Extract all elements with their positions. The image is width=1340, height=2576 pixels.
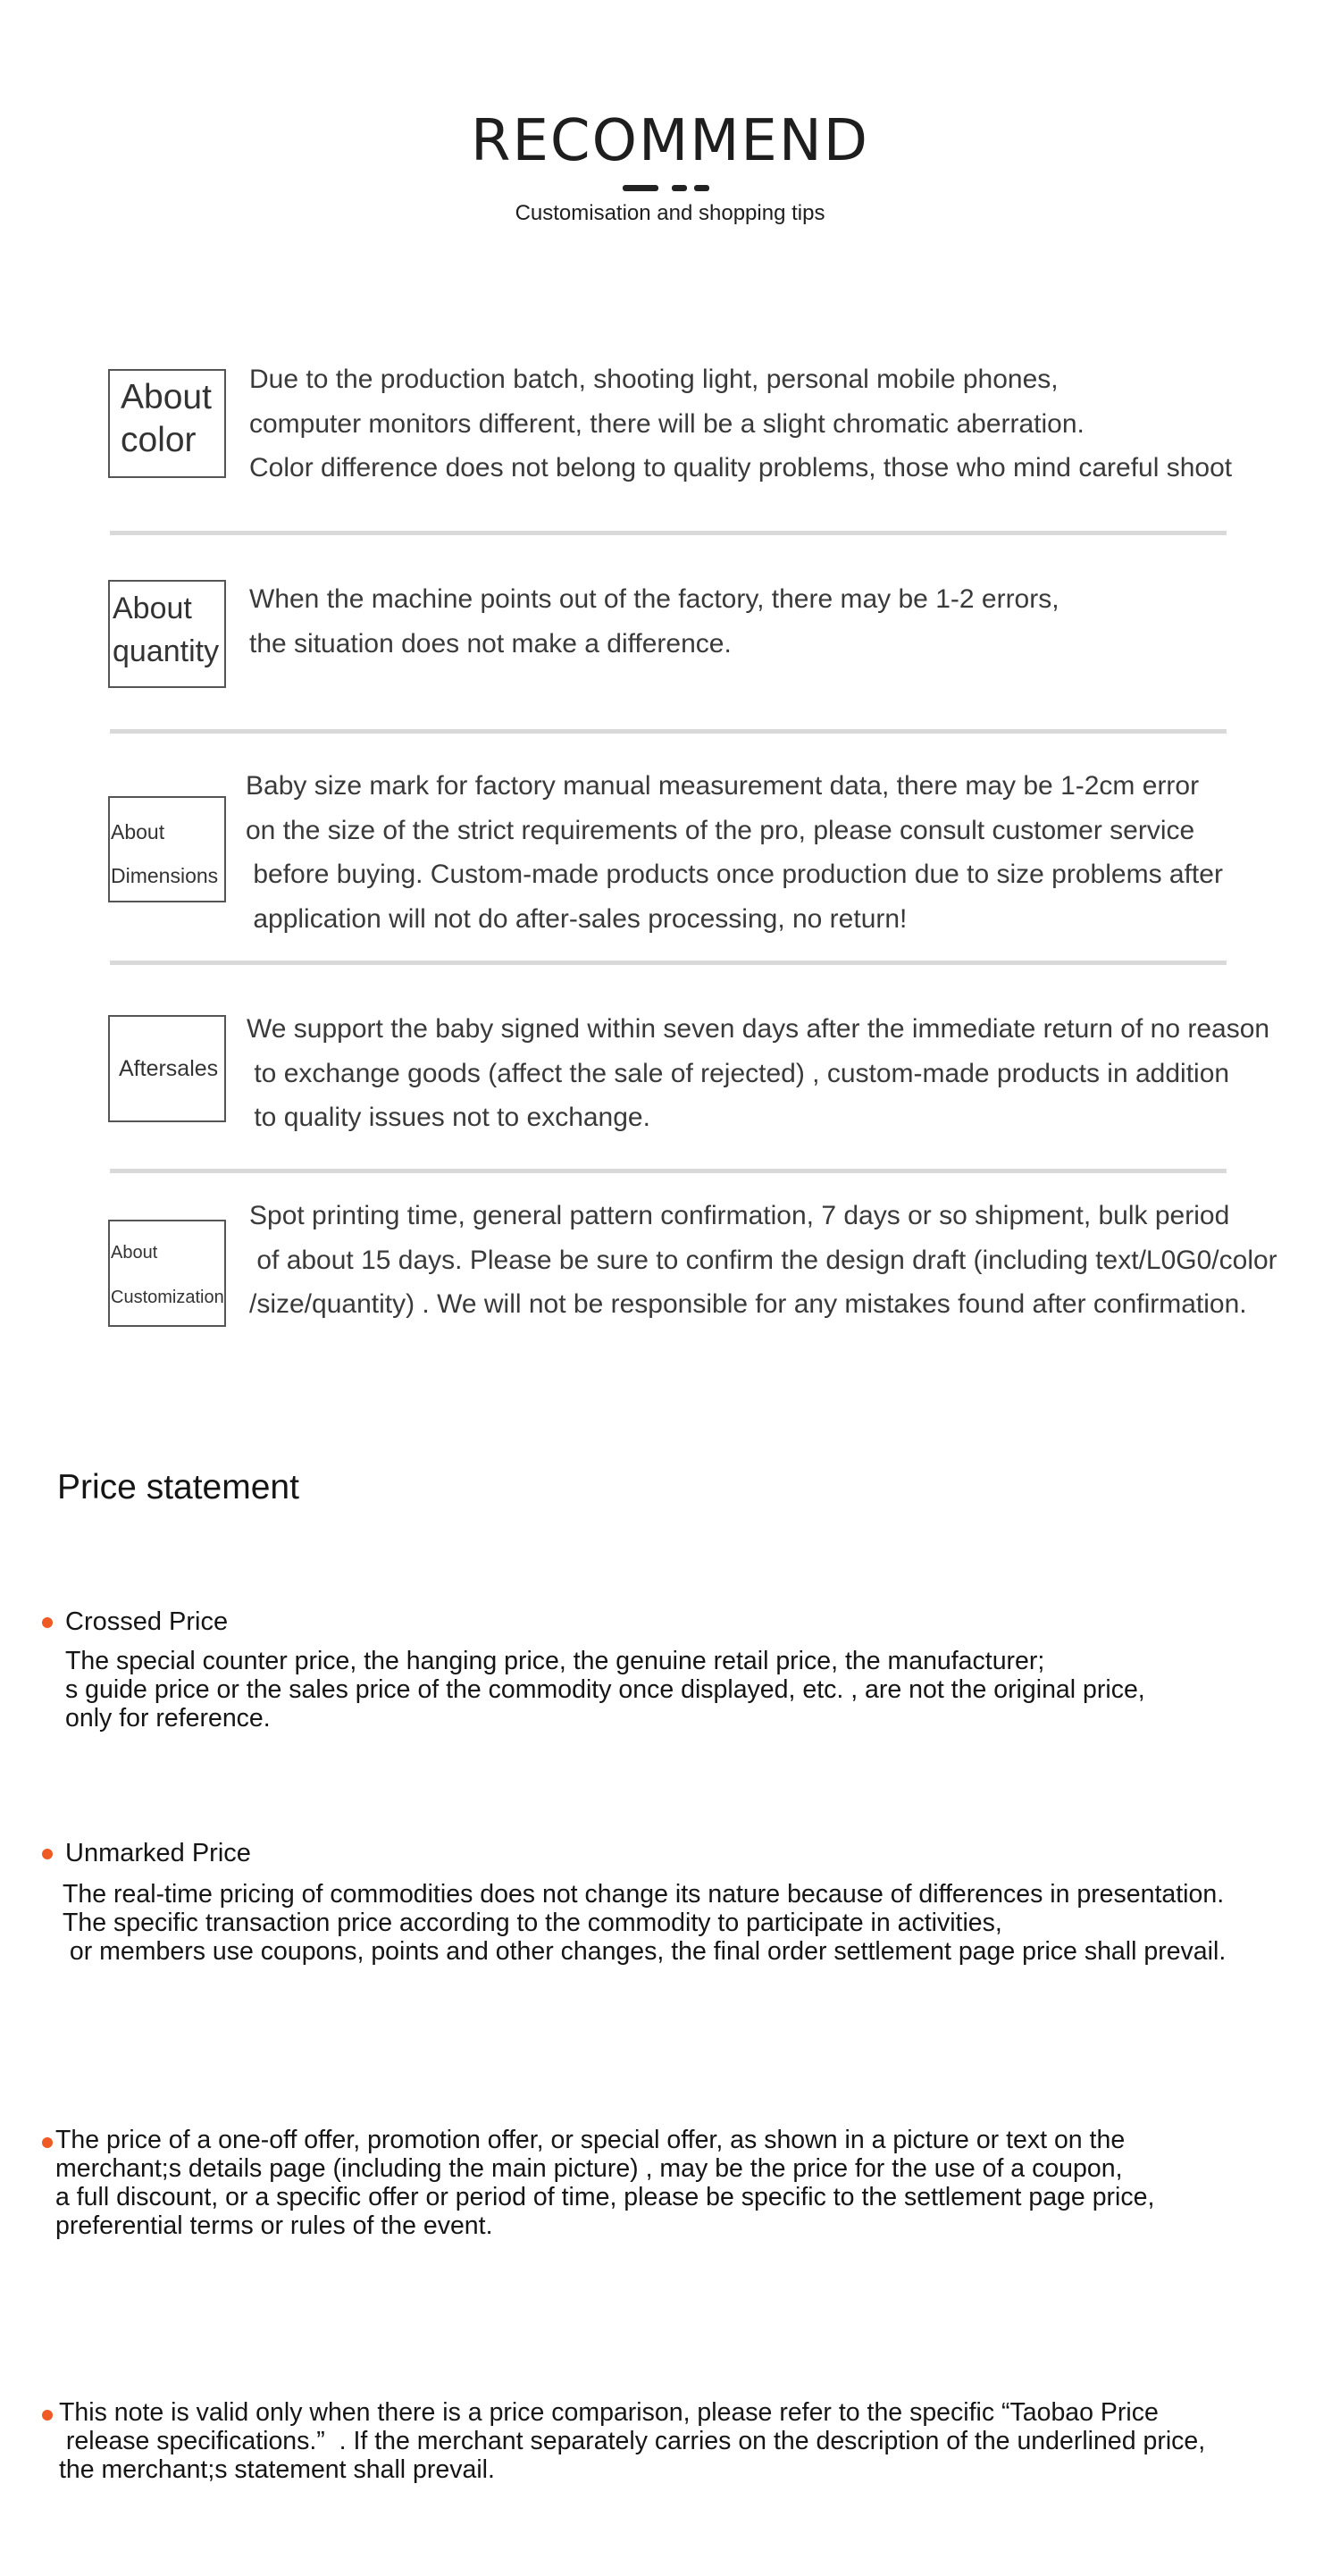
bullet-dot-icon: [42, 1849, 53, 1859]
crossed-price-text: The special counter price, the hanging price, the genuine retail price, the manufacturer; s guide price or the sales price of the commodity once displayed, etc. , are not the original price, only for reference.: [65, 1647, 1145, 1733]
title-decoration-dash: [623, 185, 658, 191]
notice-text-about-quantity: When the machine points out of the factory, there may be 1-2 errors, the situation does not make a difference.: [249, 584, 1059, 659]
section-divider: [110, 531, 1227, 535]
notice-label-about-dimensions: About Dimensions: [108, 796, 226, 902]
bullet-dot-icon: [42, 2410, 53, 2421]
bullet-dot-icon: [42, 1617, 53, 1628]
crossed-price-title: Crossed Price: [65, 1607, 229, 1636]
notice-text-about-color: Due to the production batch, shooting light, personal mobile phones, computer monitors different, there will be a slight chromatic aberration. Color difference does not belong to quality problems, those who mind careful shoot: [249, 365, 1233, 482]
section-divider: [110, 961, 1227, 965]
notice-text-about-dimensions: Baby size mark for factory manual measurement data, there may be 1-2cm error on the size of the strict requirements of the pro, please consult customer service before buying. Custom-made products once production due to size problems after application will not do after-sales processing, no return!: [246, 771, 1223, 934]
notice-label-about-color: About color: [108, 369, 226, 478]
notice-text-aftersales: We support the baby signed within seven days after the immediate return of no reason to exchange goods (affect the sale of rejected) , custom-made products in addition to quality issues not to exchange.: [247, 1014, 1270, 1132]
title-decoration-dash: [672, 185, 687, 191]
section-divider: [110, 1169, 1227, 1173]
price-statement-heading: Price statement: [57, 1468, 299, 1506]
bullet-dot-icon: [42, 2137, 53, 2148]
page-title: RECOMMEND: [471, 108, 869, 174]
notice-label-about-quantity: About quantity: [108, 580, 226, 688]
notice-label-aftersales: Aftersales: [108, 1015, 226, 1122]
offer-price-text: The price of a one-off offer, promotion offer, or special offer, as shown in a picture or text on the merchant;s details page (including the main picture) , may be the price for the use of a coupon, a full discount, or a specific offer or period of time, please be specific to the settlement page price, preferential terms or rules of the event.: [55, 2126, 1155, 2240]
unmarked-price-title: Unmarked Price: [65, 1839, 251, 1867]
price-comparison-note-text: This note is valid only when there is a price comparison, please refer to the specific “Taobao Price release specifications.” . If the merchant separately carries on the description of the underlined price, the merchant;s statement shall prevail.: [59, 2398, 1206, 2484]
section-divider: [110, 729, 1227, 734]
title-decoration-dash: [694, 185, 709, 191]
unmarked-price-text: The real-time pricing of commodities does not change its nature because of differences in presentation. The specific transaction price according to the commodity to participate in activities, or members use coupons, points and other changes, the final order settlement page price shall prevail.: [63, 1880, 1227, 1966]
notice-label-about-customization: About Customization: [108, 1220, 226, 1327]
page-subtitle: Customisation and shopping tips: [515, 201, 825, 225]
notice-text-about-customization: Spot printing time, general pattern confirmation, 7 days or so shipment, bulk period of about 15 days. Please be sure to confirm the design draft (including text/L0G0/color /size/quantity) . We will not be responsible for any mistakes found after confirmation.: [249, 1201, 1277, 1319]
